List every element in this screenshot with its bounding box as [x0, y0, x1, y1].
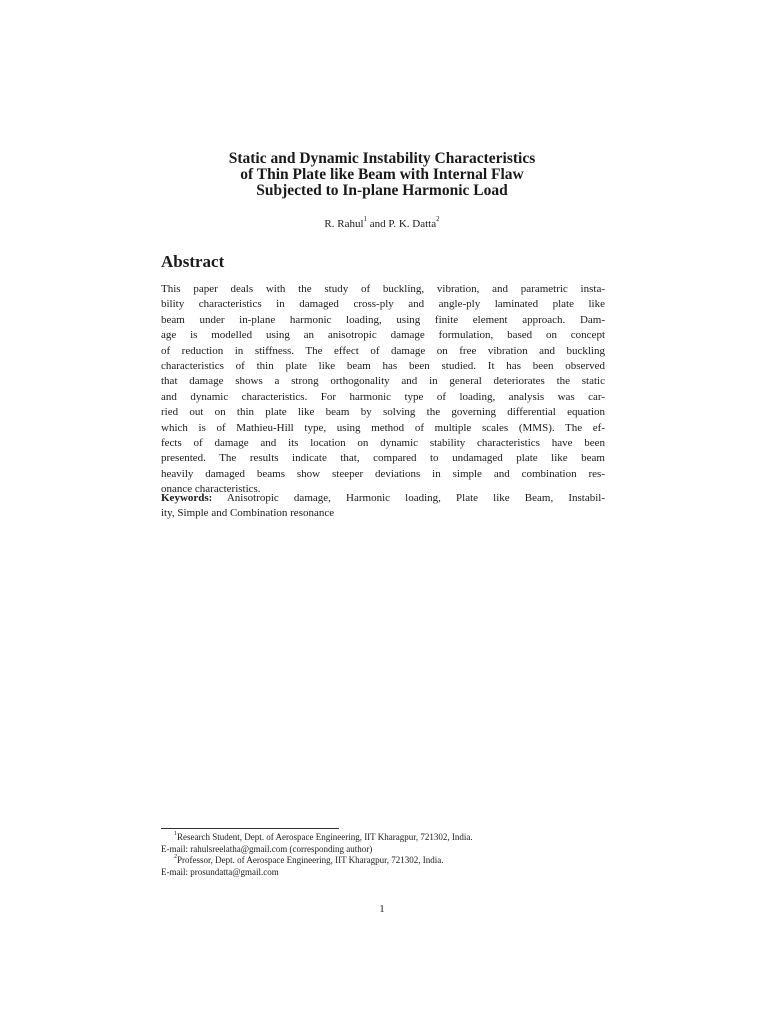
- abstract-line: fects of damage and its location on dynamic stability characteristics have been: [161, 436, 605, 449]
- abstract-line: ried out on thin plate like beam by solving the governing differential equation: [161, 406, 605, 419]
- abstract-line: beam under in-plane harmonic loading, using finite element approach. Dam-: [161, 313, 605, 326]
- author-name: R. Rahul: [324, 218, 364, 230]
- keywords-block: [161, 491, 605, 522]
- abstract-line: of reduction in stiffness. The effect of damage on free vibration and buckling: [161, 344, 605, 357]
- keywords-label: Keywords:: [161, 492, 213, 504]
- title-line: Subjected to In-plane Harmonic Load: [256, 182, 508, 199]
- abstract-heading: Abstract: [161, 252, 225, 271]
- footnote-marker: 1: [174, 831, 177, 837]
- title-line: Static and Dynamic Instability Characteristics: [228, 150, 536, 167]
- abstract-line: which is of Mathieu-Hill type, using method of multiple scales (MMS). The ef-: [161, 421, 605, 434]
- abstract-line: presented. The results indicate that, compared to undamaged plate like beam: [161, 452, 605, 465]
- keywords-text: Anisotropic damage, Harmonic loading, Plate like Beam, Instabil-: [212, 492, 605, 504]
- footnotes: [161, 832, 605, 878]
- abstract-line: heavily damaged beams show steeper deviations in simple and combination res-: [161, 467, 605, 480]
- abstract-line: This paper deals with the study of buckling, vibration, and parametric insta-: [161, 283, 605, 295]
- abstract-line: and dynamic characteristics. For harmonic type of loading, analysis was car-: [161, 390, 605, 403]
- abstract-line: age is modelled using an anisotropic damage formulation, based on concept: [161, 329, 605, 342]
- footnote-divider: [161, 828, 339, 829]
- keywords-line: ity, Simple and Combination resonance: [161, 507, 335, 520]
- footnote-2-email: E-mail: prosundatta@gmail.com: [161, 866, 279, 877]
- abstract-body: [161, 282, 605, 497]
- abstract-line: that damage shows a strong orthogonality and in general deteriorates the static: [161, 375, 605, 388]
- footnote-marker: 2: [174, 854, 177, 860]
- paper-title: [150, 151, 614, 199]
- footnote-1: [161, 832, 605, 844]
- title-line: of Thin Plate like Beam with Internal Flaw: [240, 166, 524, 183]
- author-joiner: and: [367, 218, 389, 230]
- footnote-marker: 2: [436, 215, 440, 224]
- author-list: [150, 215, 614, 230]
- abstract-line: bility characteristics in damaged cross-ply and angle-ply laminated plate like: [161, 298, 605, 311]
- footnote-text: Professor, Dept. of Aerospace Engineering, IIT Kharagpur, 721302, India.: [177, 855, 444, 865]
- footnote-text: Research Student, Dept. of Aerospace Engineering, IIT Kharagpur, 721302, India.: [177, 832, 473, 842]
- page-number: 1: [379, 903, 385, 915]
- footnote-marker: 1: [363, 215, 368, 224]
- footnote-1-email: E-mail: rahulsreelatha@gmail.com (corresponding author): [161, 843, 373, 854]
- abstract-line: characteristics of thin plate like beam has been studied. It has been observed: [161, 359, 605, 372]
- keywords-line: [161, 491, 605, 506]
- author-name: P. K. Datta: [388, 218, 437, 230]
- footnote-2: [161, 855, 605, 867]
- abstract-line: onance characteristics.: [161, 483, 261, 496]
